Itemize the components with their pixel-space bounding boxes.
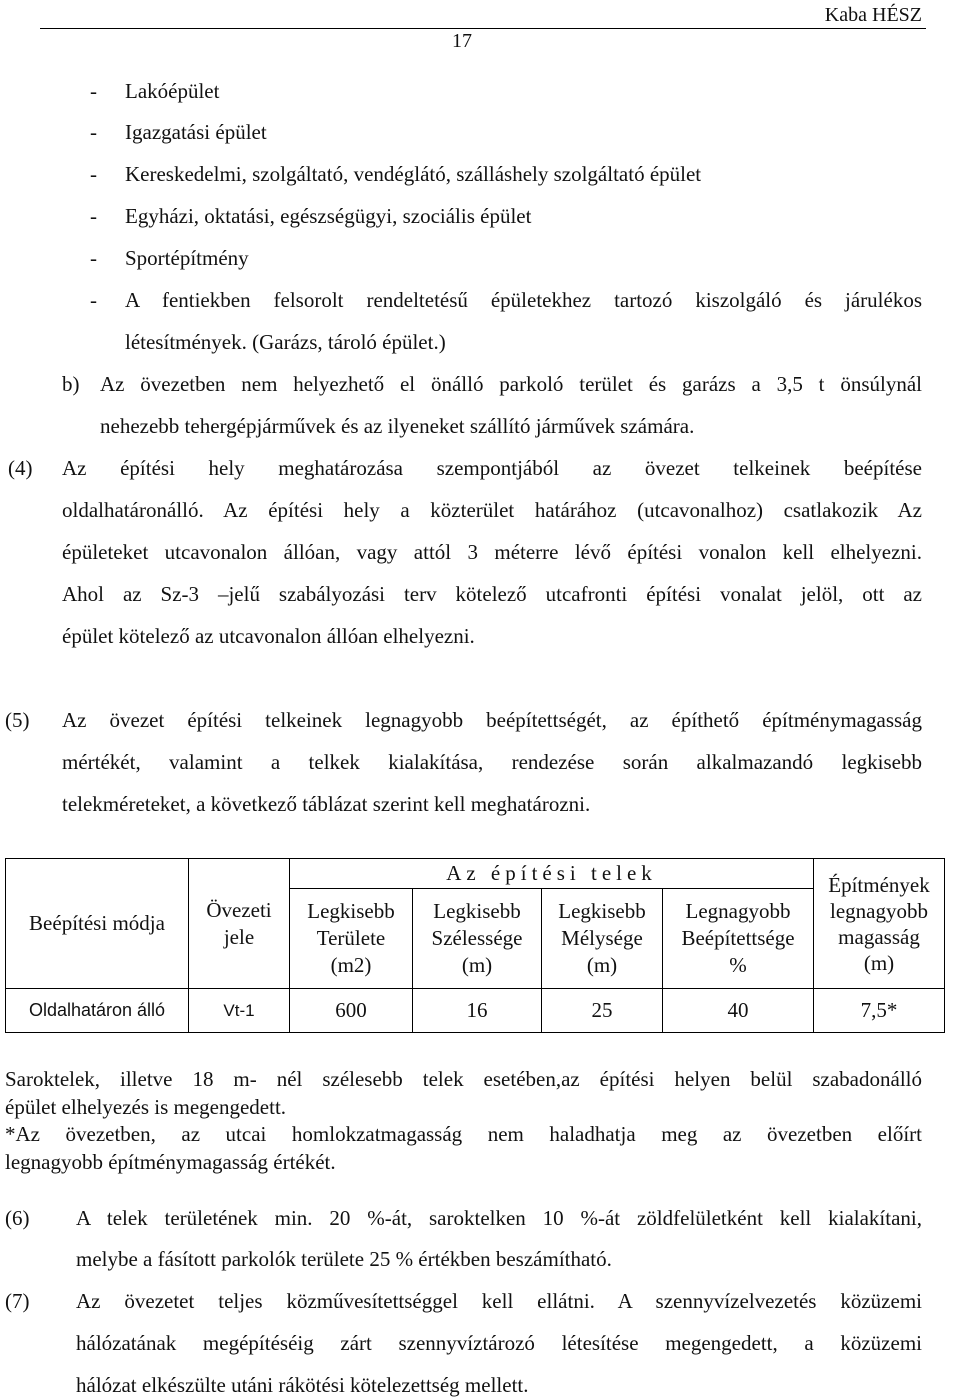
note-text: *Az övezetben, az utcai homlokzatmagasság nem haladhatja meg az övezetben előírt (5, 1122, 922, 1146)
item-b-text: Az övezetben nem helyezhető el önálló parkoló terület és garázs a 3,5 t önsúlynál (100, 372, 922, 396)
paragraph-text: mértékét, valamint a telkek kialakítása, rendezése során alkalmazandó legkisebb (62, 750, 922, 774)
cell-height: 7,5* (814, 989, 945, 1033)
paragraph-6-line (76, 1206, 922, 1230)
bullet-dash: - (90, 204, 97, 228)
cell-area: 600 (290, 989, 413, 1033)
paragraph-text: Ahol az Sz-3 –jelű szabályozási terv kötelező utcafronti építési vonalat jelöl, ott az (62, 582, 922, 606)
paragraph-5-line (62, 708, 922, 732)
header-az-epitesi-telek: Az építési telek (290, 859, 814, 889)
paragraph-text: A telek területének min. 20 %-át, saroktelken 10 %-át zöldfelületként kell kialakítani, (76, 1206, 922, 1230)
note-line: legnagyobb építménymagasság értékét. (5, 1150, 336, 1174)
table-row (6, 989, 945, 1033)
list-item-continuation: létesítmények. (Garázs, tároló épület.) (125, 330, 446, 354)
bullet-dash: - (90, 120, 97, 144)
note-line (5, 1067, 922, 1091)
list-item-text: A fentiekben felsorolt rendeltetésű épületekhez tartozó kiszolgáló és járulékos (125, 288, 922, 312)
header-legkisebb-terulete: Legkisebb Területe (m2) (290, 889, 413, 989)
paragraph-7-line: hálózat elkészülte utáni rákötési kötelezettség mellett. (76, 1373, 529, 1397)
header-rule (40, 28, 926, 29)
paragraph-text: oldalhatáronálló. Az építési hely a közterület határához (utcavonalhoz) csatlakozik Az (62, 498, 922, 522)
list-item: Igazgatási épület (125, 120, 267, 144)
paragraph-4-line (62, 498, 922, 522)
paragraph-7-line (76, 1331, 922, 1355)
paragraph-7-line (76, 1289, 922, 1313)
header-legkisebb-melysege: Legkisebb Mélysége (m) (542, 889, 663, 989)
item-b-line: nehezebb tehergépjárművek és az ilyeneket szállító járművek számára. (100, 414, 695, 438)
cell-depth: 25 (542, 989, 663, 1033)
regulation-table (5, 858, 945, 1033)
bullet-dash: - (90, 79, 97, 103)
paragraph-4-line (62, 456, 922, 480)
note-line (5, 1122, 922, 1146)
paragraph-4-label: (4) (8, 456, 33, 480)
note-line: épület elhelyezés is megengedett. (5, 1095, 287, 1119)
cell-mode: Oldalhatáron álló (6, 989, 189, 1033)
header-epitmenyek-magassag: Építmények legnagyobb magasság (m) (814, 859, 945, 989)
document-header-title: Kaba HÉSZ (824, 4, 922, 26)
paragraph-text: hálózatának megépítéséig zárt szennyvíztározó létesítése megengedett, a közüzemi (76, 1331, 922, 1355)
paragraph-7-label: (7) (5, 1289, 30, 1313)
header-ovezeti-jele: Övezeti jele (189, 859, 290, 989)
bullet-dash: - (90, 162, 97, 186)
paragraph-5-label: (5) (5, 708, 30, 732)
list-item: Kereskedelmi, szolgáltató, vendéglátó, szálláshely szolgáltató épület (125, 162, 702, 186)
paragraph-4-line (62, 540, 922, 564)
paragraph-6-label: (6) (5, 1206, 30, 1230)
header-legnagyobb-beepitettsege: Legnagyobb Beépítettsége % (663, 889, 814, 989)
page-number: 17 (452, 30, 472, 52)
item-b-label: b) (62, 372, 80, 396)
cell-width: 16 (413, 989, 542, 1033)
list-item: Egyházi, oktatási, egészségügyi, szociális épület (125, 204, 532, 228)
paragraph-4-line (62, 582, 922, 606)
paragraph-6-line: melybe a fásított parkolók területe 25 % értékben beszámítható. (76, 1247, 612, 1271)
header-legkisebb-szelessege: Legkisebb Szélessége (m) (413, 889, 542, 989)
list-item (125, 288, 922, 312)
paragraph-4-line: épület kötelező az utcavonalon állóan elhelyezni. (62, 624, 475, 648)
paragraph-text: Az övezet építési telkeinek legnagyobb beépítettségét, az építhető építménymagasság (62, 708, 922, 732)
bullet-dash: - (90, 288, 97, 312)
note-text: Saroktelek, illetve 18 m- nél szélesebb telek esetében,az építési helyen belül szabadonálló (5, 1067, 922, 1091)
paragraph-5-line (62, 750, 922, 774)
item-b-line (100, 372, 922, 396)
paragraph-text: Az övezetet teljes közművesítettséggel kell ellátni. A szennyvízelvezetés közüzemi (76, 1289, 922, 1313)
list-item: Lakóépület (125, 79, 220, 103)
paragraph-text: Az építési hely meghatározása szempontjából az övezet telkeinek beépítése (62, 456, 922, 480)
bullet-dash: - (90, 246, 97, 270)
paragraph-5-line: telekméreteket, a következő táblázat szerint kell meghatározni. (62, 792, 591, 816)
cell-zone: Vt-1 (189, 989, 290, 1033)
cell-coverage: 40 (663, 989, 814, 1033)
header-beepitesi-modja: Beépítési módja (6, 859, 189, 989)
list-item: Sportépítmény (125, 246, 249, 270)
paragraph-text: épületeket utcavonalon állóan, vagy attól 3 méterre lévő építési vonalon kell elhelyezni. (62, 540, 922, 564)
